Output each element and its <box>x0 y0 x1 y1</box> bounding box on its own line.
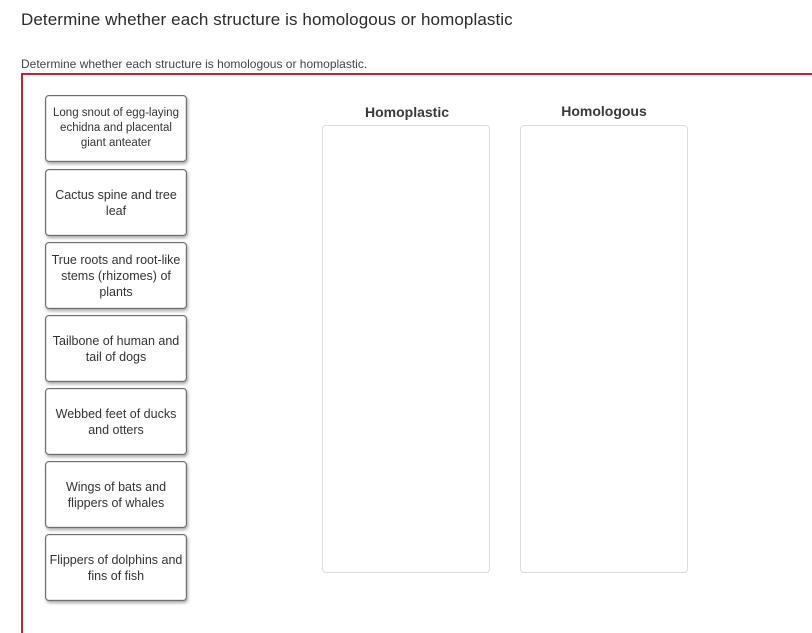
draggable-card-tailbone-tail[interactable] <box>45 315 187 382</box>
drag-drop-workspace <box>21 73 812 633</box>
draggable-card-roots-rhizomes[interactable] <box>45 242 187 309</box>
card-label: Cactus spine and tree leaf <box>55 187 177 218</box>
draggable-card-flippers-fins[interactable] <box>45 534 187 601</box>
card-label: Wings of bats and flippers of whales <box>65 479 167 510</box>
homoplastic-column-header: Homoplastic <box>364 104 449 120</box>
draggable-card-cactus-leaf[interactable] <box>45 169 187 236</box>
draggable-card-echidna-anteater[interactable] <box>45 95 187 162</box>
card-label: Tailbone of human and tail of dogs <box>52 333 180 364</box>
card-label: Long snout of egg-laying echidna and placental giant anteater <box>53 107 179 149</box>
page-title: Determine whether each structure is homologous or homoplastic <box>21 10 513 29</box>
homologous-drop-zone[interactable] <box>520 125 688 573</box>
homologous-column-header: Homologous <box>561 103 647 119</box>
card-label: True roots and root-like stems (rhizomes) of plants <box>51 252 181 299</box>
draggable-card-webbed-feet[interactable] <box>45 388 187 455</box>
card-label: Flippers of dolphins and fins of fish <box>49 552 183 583</box>
homoplastic-drop-zone[interactable] <box>322 125 490 573</box>
card-label: Webbed feet of ducks and otters <box>55 406 177 437</box>
draggable-card-wings-flippers[interactable] <box>45 461 187 528</box>
question-instruction: Determine whether each structure is homologous or homoplastic. <box>21 57 368 71</box>
